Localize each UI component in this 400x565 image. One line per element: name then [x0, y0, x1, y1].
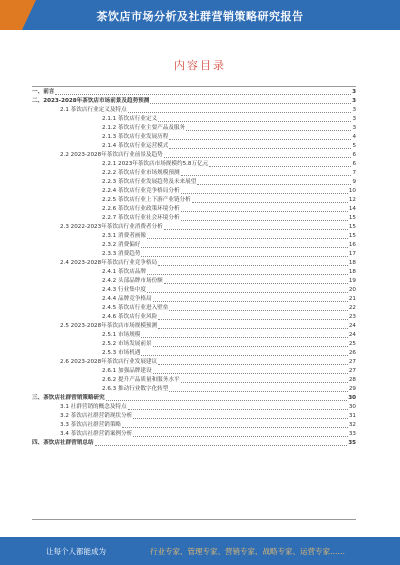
toc-leader-dots: [181, 175, 352, 176]
toc-entry-title: 2.2.3 茶饮店行业发展趋势及未来展望: [102, 179, 197, 185]
toc-entry[interactable]: [32, 403, 356, 412]
toc-leader-dots: [197, 184, 351, 185]
toc-entry-page: 30: [348, 404, 356, 410]
toc-leader-dots: [158, 319, 348, 320]
toc-entry-title: 2.6.1 加强品牌建设: [102, 368, 152, 374]
toc-entry[interactable]: [32, 187, 356, 196]
toc-entry[interactable]: [32, 214, 356, 223]
toc-leader-dots: [164, 283, 348, 284]
toc-entry-title: 3.3 茶饮店社群营销策略: [60, 422, 122, 428]
toc-entry-page: 30: [348, 395, 356, 401]
toc-entry-title: 2.1 茶饮店行业定义及特点: [60, 107, 127, 113]
toc-entry[interactable]: [32, 358, 356, 367]
toc-entry-title: 2.3 2022-2023年茶饮店行业消费者分析: [60, 224, 163, 230]
toc-entry[interactable]: [32, 133, 356, 142]
toc-leader-dots: [133, 418, 348, 419]
toc-entry-page: 27: [348, 359, 356, 365]
toc-entry-page: 5: [352, 143, 356, 149]
toc-leader-dots: [147, 238, 348, 239]
toc-entry-title: 2.4.5 茶饮店行业进入壁垒: [102, 305, 169, 311]
toc-leader-dots: [169, 148, 351, 149]
toc-entry-title: 2.6.2 提升产品质量和服务水平: [102, 377, 180, 383]
toc-entry-page: 15: [348, 233, 356, 239]
toc-entry-title: 2.4.2 头部品牌市场份额: [102, 278, 163, 284]
toc-entry-page: 21: [348, 296, 356, 302]
toc-leader-dots: [141, 337, 347, 338]
toc-entry-page: 3: [352, 116, 356, 122]
toc-entry-page: 18: [348, 260, 356, 266]
toc-entry-title: 2.2.1 2023年茶饮店市场规模约5.8万亿元: [102, 161, 209, 167]
footer-expert-list: 行业专家、管理专家、营销专家、战略专家、运营专家……: [150, 547, 345, 556]
toc-entry[interactable]: [32, 115, 356, 124]
toc-leader-dots: [181, 193, 348, 194]
toc-entry-title: 四、茶饮店社群营销总结: [32, 440, 94, 446]
toc-entry[interactable]: [32, 223, 356, 232]
toc-bottom-divider: [32, 519, 356, 520]
toc-entry-title: 2.4.3 行业集中度: [102, 287, 146, 293]
toc-entry-page: 12: [348, 197, 356, 203]
toc-entry-page: 3: [352, 89, 356, 95]
toc-leader-dots: [169, 139, 351, 140]
toc-entry[interactable]: [32, 331, 356, 340]
toc-leader-dots: [122, 427, 348, 428]
toc-entry[interactable]: [32, 412, 356, 421]
footer-slogan: 让每个人都能成为: [46, 547, 106, 556]
toc-leader-dots: [164, 157, 352, 158]
toc-entry-page: 3: [352, 125, 356, 131]
toc-entry[interactable]: [32, 151, 356, 160]
toc-leader-dots: [153, 301, 348, 302]
toc-entry-title: 3.2 茶饮店社群营销现状分析: [60, 413, 133, 419]
toc-leader-dots: [169, 391, 348, 392]
toc-entry[interactable]: [32, 232, 356, 241]
toc-leader-dots: [147, 292, 348, 293]
report-header: [0, 0, 400, 30]
toc-entry-page: 24: [348, 332, 356, 338]
toc-entry[interactable]: [32, 241, 356, 250]
toc-entry-title: 2.1.3 茶饮店行业发展历程: [102, 134, 169, 140]
toc-leader-dots: [133, 436, 348, 437]
toc-entry-page: 7: [352, 170, 356, 176]
toc-entry-page: 33: [348, 431, 356, 437]
toc-entry-title: 2.3.1 消费者画像: [102, 233, 146, 239]
toc-entry[interactable]: [32, 205, 356, 214]
toc-entry-title: 三、茶饮店社群营销策略研究: [32, 395, 105, 401]
toc-entry[interactable]: [32, 376, 356, 385]
toc-entry-title: 二、2023-2028年茶饮店市场前景及趋势预测: [32, 98, 150, 104]
toc-entry-title: 2.3.2 消费偏好: [102, 242, 141, 248]
toc-leader-dots: [95, 445, 348, 446]
toc-leader-dots: [169, 310, 348, 311]
toc-leader-dots: [141, 256, 347, 257]
toc-entry-title: 2.2.5 茶饮店行业上下游产业链分析: [102, 197, 191, 203]
toc-leader-dots: [181, 220, 348, 221]
toc-entry-page: 14: [348, 206, 356, 212]
toc-entry-title: 2.5.1 市场规模: [102, 332, 141, 338]
toc-entry[interactable]: [32, 430, 356, 439]
toc-leader-dots: [209, 166, 351, 167]
toc-leader-dots: [128, 409, 348, 410]
toc-entry-page: 22: [348, 305, 356, 311]
toc-entry-title: 2.4.6 茶饮店行业风险: [102, 314, 158, 320]
toc-leader-dots: [181, 211, 348, 212]
toc-leader-dots: [158, 364, 348, 365]
toc-entry-title: 2.2 2023-2028年茶饮店行业前景及趋势: [60, 152, 163, 158]
toc-entry[interactable]: [32, 340, 356, 349]
toc-entry[interactable]: [32, 124, 356, 133]
toc-entry-page: 20: [348, 287, 356, 293]
toc-leader-dots: [147, 274, 348, 275]
table-of-contents: [32, 88, 356, 448]
toc-entry-title: 2.2.4 茶饮店行业竞争格局分析: [102, 188, 180, 194]
toc-entry-title: 2.2.6 茶饮店行业政策环境分析: [102, 206, 180, 212]
toc-entry-title: 2.1.2 茶饮店行业主要产品及服务: [102, 125, 186, 131]
toc-entry[interactable]: [32, 196, 356, 205]
toc-entry-page: 15: [348, 215, 356, 221]
toc-entry-title: 2.6.3 推动行业数字化转型: [102, 386, 169, 392]
toc-entry[interactable]: [32, 259, 356, 268]
toc-entry-page: 9: [352, 179, 356, 185]
toc-leader-dots: [158, 265, 348, 266]
toc-entry-page: 24: [348, 323, 356, 329]
toc-leader-dots: [153, 346, 348, 347]
toc-entry[interactable]: [32, 286, 356, 295]
toc-entry-title: 一、前言: [32, 89, 55, 95]
toc-entry-title: 2.4 2023-2028年茶饮店行业竞争格局: [60, 260, 158, 266]
toc-entry-title: 2.1.4 茶饮店行业运营模式: [102, 143, 169, 149]
toc-entry-page: 3: [352, 98, 356, 104]
toc-entry-page: 35: [348, 440, 356, 446]
toc-entry-title: 2.5.2 市场发展前景: [102, 341, 152, 347]
toc-entry-page: 10: [348, 188, 356, 194]
toc-entry-page: 19: [348, 278, 356, 284]
toc-entry-title: 2.4.1 茶饮店品牌: [102, 269, 146, 275]
toc-entry[interactable]: [32, 88, 356, 97]
footer-banner: [0, 537, 400, 565]
toc-entry-page: 32: [348, 422, 356, 428]
toc-entry-page: 23: [348, 314, 356, 320]
toc-entry[interactable]: [32, 160, 356, 169]
toc-entry-page: 15: [348, 224, 356, 230]
toc-entry-title: 2.1.1 茶饮店行业定义: [102, 116, 158, 122]
toc-leader-dots: [186, 130, 351, 131]
toc-entry[interactable]: [32, 439, 356, 448]
toc-entry-page: 6: [352, 161, 356, 167]
toc-leader-dots: [181, 382, 348, 383]
toc-entry-page: 31: [348, 413, 356, 419]
toc-leader-dots: [164, 229, 348, 230]
toc-entry-title: 3.1 社群营销的概念及特点: [60, 404, 127, 410]
toc-entry[interactable]: [32, 106, 356, 115]
toc-entry-page: 28: [348, 377, 356, 383]
toc-entry[interactable]: [32, 142, 356, 151]
toc-top-divider: [32, 86, 356, 87]
toc-entry-page: 17: [348, 251, 356, 257]
report-title: 茶饮店市场分析及社群营销策略研究报告: [96, 10, 304, 23]
toc-entry-page: 26: [348, 350, 356, 356]
toc-leader-dots: [192, 202, 348, 203]
toc-entry-page: 16: [348, 242, 356, 248]
toc-entry[interactable]: [32, 178, 356, 187]
toc-entry-title: 2.2.7 茶饮店行业社会环境分析: [102, 215, 180, 221]
toc-leader-dots: [141, 355, 347, 356]
toc-entry-title: 2.3.3 消费趋势: [102, 251, 141, 257]
toc-entry[interactable]: [32, 349, 356, 358]
toc-entry-page: 25: [348, 341, 356, 347]
toc-entry[interactable]: [32, 97, 356, 106]
toc-leader-dots: [55, 94, 351, 95]
toc-entry[interactable]: [32, 169, 356, 178]
toc-entry-title: 3.4 茶饮店社群营销案例分析: [60, 431, 133, 437]
toc-heading: 内容目录: [174, 59, 226, 72]
toc-entry-page: 6: [352, 152, 356, 158]
toc-leader-dots: [153, 373, 348, 374]
toc-entry-title: 2.4.4 品牌竞争格局: [102, 296, 152, 302]
toc-entry-title: 2.2.2 茶饮店行业市场规模预测: [102, 170, 180, 176]
toc-entry[interactable]: [32, 250, 356, 259]
toc-leader-dots: [128, 112, 352, 113]
toc-entry[interactable]: [32, 295, 356, 304]
toc-entry[interactable]: [32, 421, 356, 430]
toc-leader-dots: [150, 103, 351, 104]
toc-entry-title: 2.6 2023-2028年茶饮店行业发展建议: [60, 359, 158, 365]
toc-entry-title: 2.5.3 市场机遇: [102, 350, 141, 356]
toc-entry[interactable]: [32, 367, 356, 376]
toc-leader-dots: [106, 400, 347, 401]
toc-entry-page: 27: [348, 368, 356, 374]
toc-entry[interactable]: [32, 322, 356, 331]
toc-entry-page: 3: [352, 107, 356, 113]
toc-leader-dots: [158, 121, 351, 122]
toc-entry-page: 4: [352, 134, 356, 140]
toc-entry[interactable]: [32, 394, 356, 403]
toc-entry-page: 29: [348, 386, 356, 392]
toc-leader-dots: [158, 328, 348, 329]
toc-entry[interactable]: [32, 385, 356, 394]
toc-entry-page: 18: [348, 269, 356, 275]
toc-entry[interactable]: [32, 277, 356, 286]
toc-entry-title: 2.5 2023-2028年茶饮店市场规模预测: [60, 323, 158, 329]
toc-entry[interactable]: [32, 268, 356, 277]
toc-entry[interactable]: [32, 313, 356, 322]
toc-entry[interactable]: [32, 304, 356, 313]
toc-leader-dots: [141, 247, 347, 248]
